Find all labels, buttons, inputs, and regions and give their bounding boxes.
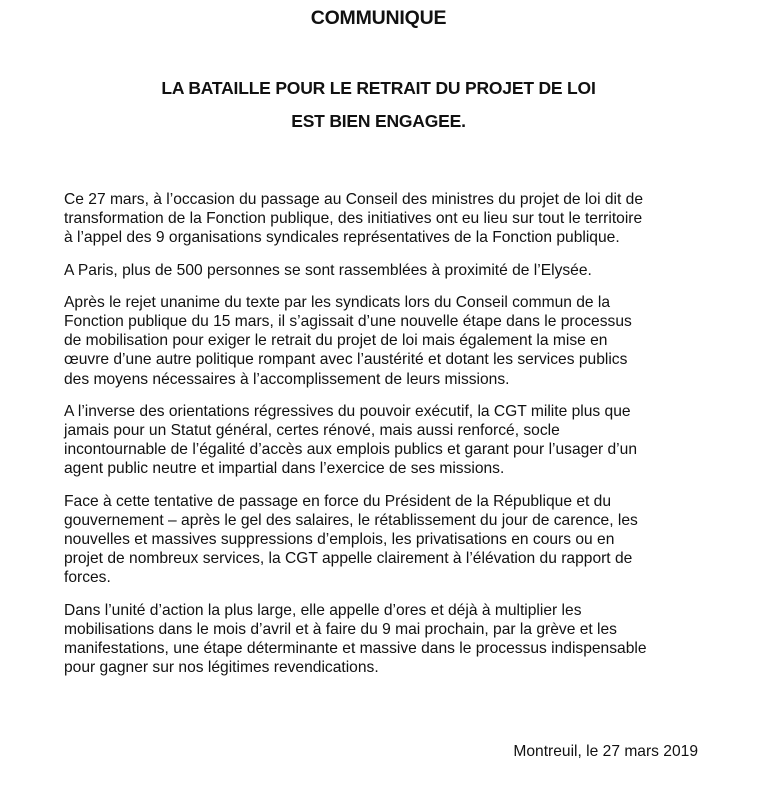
text-line: transformation de la Fonction publique, des initiatives ont eu lieu sur tout le territoire [64, 210, 643, 228]
paragraph-paris [64, 261, 714, 280]
text-line: forces. [64, 569, 111, 587]
text-line: gouvernement – après le gel des salaires, le rétablissement du jour de carence, les [64, 511, 638, 529]
headline-line: LA BATAILLE POUR LE RETRAIT DU PROJET DE LOI [161, 78, 596, 98]
text-line: manifestations, une étape déterminante et massive dans le processus indispensable [64, 640, 647, 658]
headline [0, 72, 757, 138]
signature-place-date: Montreuil, le 27 mars 2019 [513, 743, 698, 760]
headline-line: EST BIEN ENGAGEE. [291, 111, 466, 131]
paragraph-statut-general [64, 402, 714, 479]
document-body [64, 190, 714, 690]
text-line: Ce 27 mars, à l’occasion du passage au Conseil des ministres du projet de loi dit de [64, 191, 644, 208]
paragraph-mobilisation-27-mars [64, 190, 714, 248]
text-line: de mobilisation pour exiger le retrait du projet de loi mais également la mise en [64, 332, 608, 350]
text-line: nouvelles et massives suppressions d’emplois, les privatisations en cours ou en [64, 531, 615, 549]
paragraph-passage-en-force [64, 492, 714, 588]
text-line: agent public neutre et impartial dans l’exercice de ses missions. [64, 460, 505, 478]
text-line: projet de nombreux services, la CGT appelle clairement à l’élévation du rapport de [64, 550, 633, 568]
text-line: A Paris, plus de 500 personnes se sont rassemblées à proximité de l’Elysée. [64, 261, 592, 279]
text-line: incontournable de l’égalité d’accès aux emplois publics et garant pour l’usager d’un [64, 441, 637, 459]
paragraph-unite-action [64, 601, 714, 678]
text-line: Dans l’unité d’action la plus large, elle appelle d’ores et déjà à multiplier les [64, 601, 582, 619]
text-line: à l’appel des 9 organisations syndicales représentatives de la Fonction publique. [64, 229, 620, 247]
text-line: mobilisations dans le mois d’avril et à faire du 9 mai prochain, par la grève et les [64, 620, 617, 638]
text-line: jamais pour un Statut général, certes rénové, mais aussi renforcé, socle [64, 422, 560, 440]
text-line: Face à cette tentative de passage en force du Président de la République et du [64, 492, 612, 510]
document-title: COMMUNIQUE [310, 7, 447, 29]
text-line: œuvre d’une autre politique rompant avec l’austérité et dotant les services publics [64, 351, 628, 369]
text-line: pour gagner sur nos légitimes revendications. [64, 659, 379, 677]
paragraph-rejet-unanime [64, 293, 714, 389]
text-line: Après le rejet unanime du texte par les syndicats lors du Conseil commun de la [64, 293, 611, 311]
text-line: Fonction publique du 15 mars, il s’agissait d’une nouvelle étape dans le processus [64, 313, 632, 331]
text-line: des moyens nécessaires à l’accomplissement de leurs missions. [64, 370, 510, 388]
text-line: A l’inverse des orientations régressives du pouvoir exécutif, la CGT milite plus que [64, 402, 631, 420]
